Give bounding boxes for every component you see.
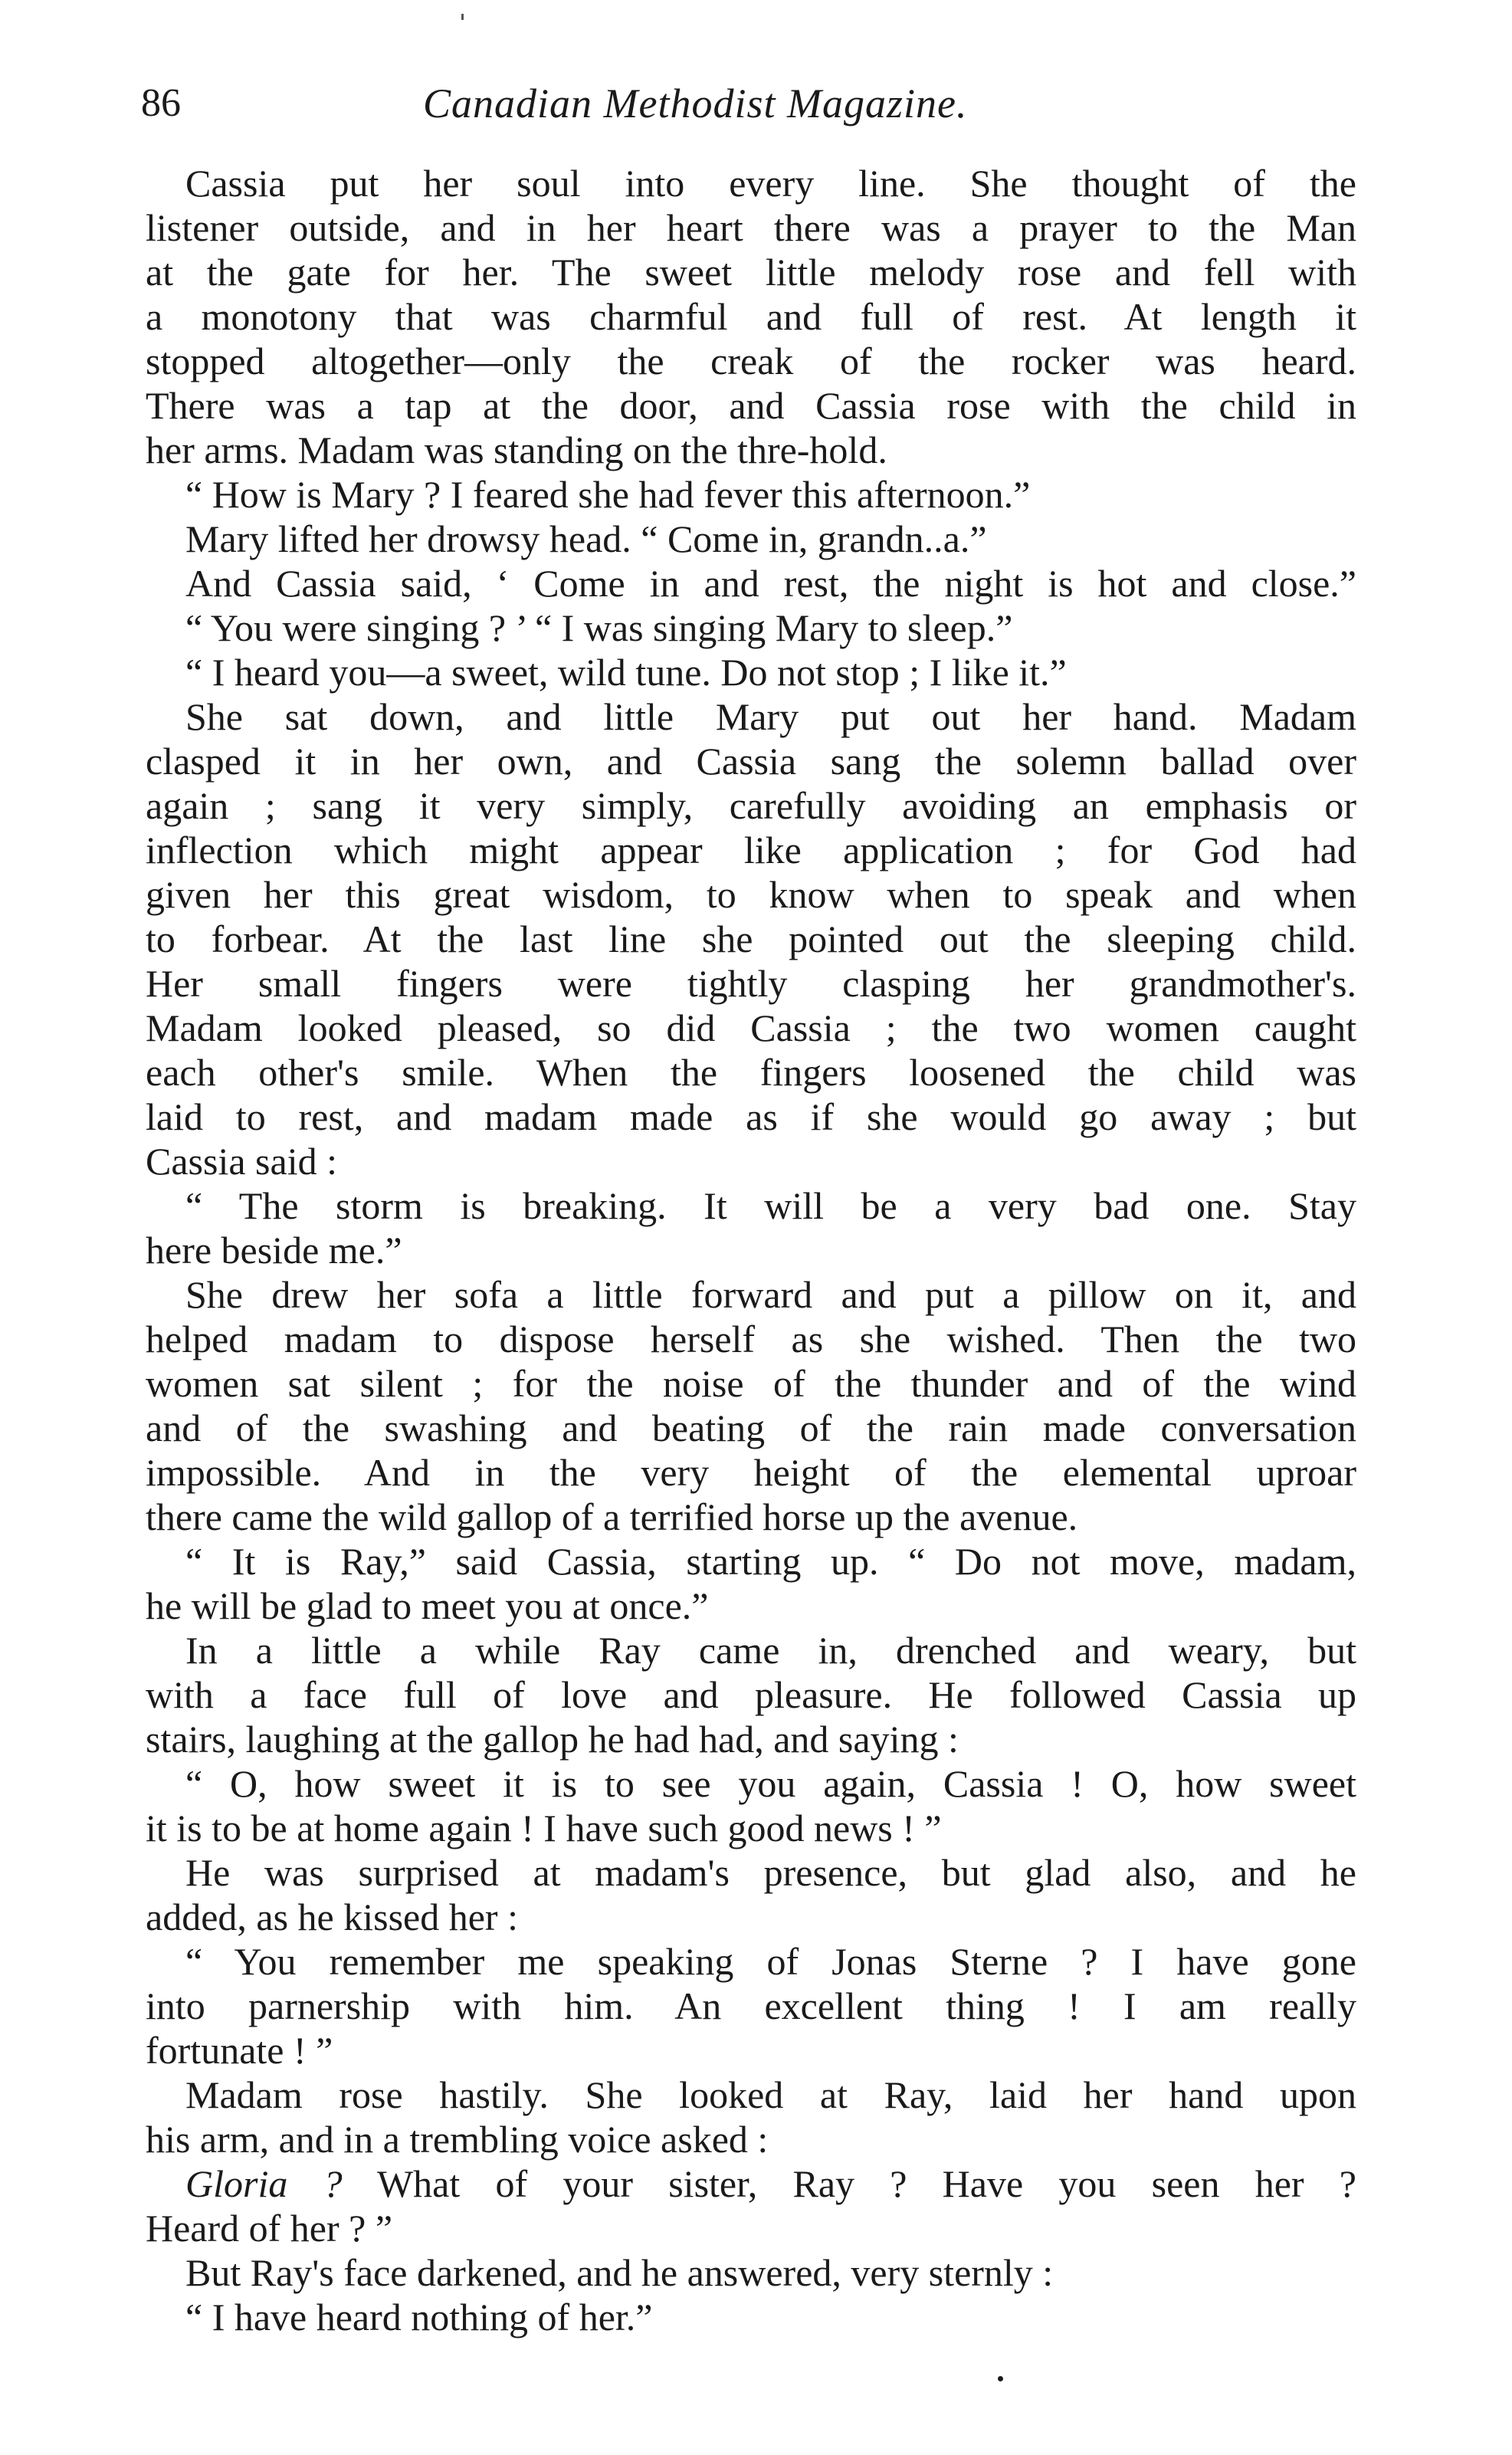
body-text <box>146 161 1356 2339</box>
text-line: impossible. And in the very height of the elemental uproar <box>146 1451 1356 1494</box>
text-line: She drew her sofa a little forward and put a pillow on it, and <box>185 1273 1356 1316</box>
text-line: Cassia put her soul into every line. She thought of the <box>185 162 1356 205</box>
text-line: clasped it in her own, and Cassia sang the solemn ballad over <box>146 740 1356 783</box>
text-line: he will be glad to meet you at once.” <box>146 1584 709 1627</box>
text-line: at the gate for her. The sweet little melody rose and fell with <box>146 251 1356 294</box>
text-line: into parnership with him. An excellent thing ! I am really <box>146 1984 1356 2027</box>
running-title: Canadian Methodist Magazine. <box>423 80 968 126</box>
text-line: Mary lifted her drowsy head. “ Come in, grandn..a.” <box>185 517 987 560</box>
text-line: each other's smile. When the fingers loosened the child was <box>146 1051 1356 1094</box>
text-line: Madam looked pleased, so did Cassia ; the two women caught <box>146 1006 1356 1049</box>
text-line: stairs, laughing at the gallop he had had, and saying : <box>146 1718 959 1761</box>
text-line: and of the swashing and beating of the rain made conversation <box>146 1406 1356 1449</box>
text-line: Cassia said : <box>146 1140 337 1183</box>
text-line: given her this great wisdom, to know when to speak and when <box>146 873 1356 916</box>
text-line: a monotony that was charmful and full of rest. At length it <box>146 295 1356 338</box>
text-line: added, as he kissed her : <box>146 1895 518 1938</box>
text-line: Her small fingers were tightly clasping her grandmother's. <box>146 962 1356 1005</box>
text-line: Heard of her ? ” <box>146 2207 393 2250</box>
text-line-gloria <box>146 2161 1356 2206</box>
text-line: “ How is Mary ? I feared she had fever this afternoon.” <box>185 473 1031 516</box>
text-line: There was a tap at the door, and Cassia rose with the child in <box>146 384 1356 427</box>
page-header <box>141 77 1367 130</box>
text-line: women sat silent ; for the noise of the thunder and of the wind <box>146 1362 1356 1405</box>
text-line: his arm, and in a trembling voice asked : <box>146 2118 769 2161</box>
text-line: her arms. Madam was standing on the thre-hold. <box>146 428 887 471</box>
text-line: And Cassia said, ‘ Come in and rest, the night is hot and close.” <box>185 562 1356 605</box>
text-line: fortunate ! ” <box>146 2029 333 2072</box>
text-line: “ I heard you—a sweet, wild tune. Do not stop ; I like it.” <box>185 651 1067 694</box>
text-line: “ You remember me speaking of Jonas Sterne ? I have gone <box>185 1940 1356 1983</box>
text-line-rest: What of your sister, Ray ? Have you seen her ? <box>376 2162 1356 2205</box>
scan-mark <box>461 14 464 20</box>
text-line: Madam rose hastily. She looked at Ray, laid her hand upon <box>185 2073 1356 2116</box>
text-line: He was surprised at madam's presence, but glad also, and he <box>185 1851 1356 1894</box>
text-line: with a face full of love and pleasure. He followed Cassia up <box>146 1673 1356 1716</box>
text-line: there came the wild gallop of a terrified horse up the avenue. <box>146 1495 1078 1538</box>
text-line: “ It is Ray,” said Cassia, starting up. “ Do not move, madam, <box>185 1540 1356 1583</box>
text-line: to forbear. At the last line she pointed out the sleeping child. <box>146 917 1356 960</box>
text-line: But Ray's face darkened, and he answered, very sternly : <box>185 2251 1054 2294</box>
text-line: here beside me.” <box>146 1229 402 1272</box>
text-line: She sat down, and little Mary put out her hand. Madam <box>185 695 1356 738</box>
italic-name: Gloria ? <box>185 2162 343 2205</box>
text-line: it is to be at home again ! I have such good news ! ” <box>146 1807 942 1849</box>
text-line: “ O, how sweet it is to see you again, Cassia ! O, how sweet <box>185 1762 1356 1805</box>
text-line: again ; sang it very simply, carefully avoiding an emphasis or <box>146 784 1356 827</box>
ink-dot <box>998 2376 1003 2381</box>
text-line: inflection which might appear like application ; for God had <box>146 829 1356 871</box>
text-line: listener outside, and in her heart there was a prayer to the Man <box>146 206 1356 249</box>
text-line: stopped altogether—only the creak of the rocker was heard. <box>146 340 1356 382</box>
text-line: “ You were singing ? ’ “ I was singing Mary to sleep.” <box>185 606 1013 649</box>
text-line: “ I have heard nothing of her.” <box>185 2296 653 2338</box>
text-line: laid to rest, and madam made as if she would go away ; but <box>146 1095 1356 1138</box>
text-line: In a little a while Ray came in, drenched and weary, but <box>185 1629 1356 1672</box>
text-line: helped madam to dispose herself as she wished. Then the two <box>146 1318 1356 1360</box>
text-line: “ The storm is breaking. It will be a very bad one. Stay <box>185 1184 1356 1227</box>
page-number: 86 <box>141 81 181 125</box>
